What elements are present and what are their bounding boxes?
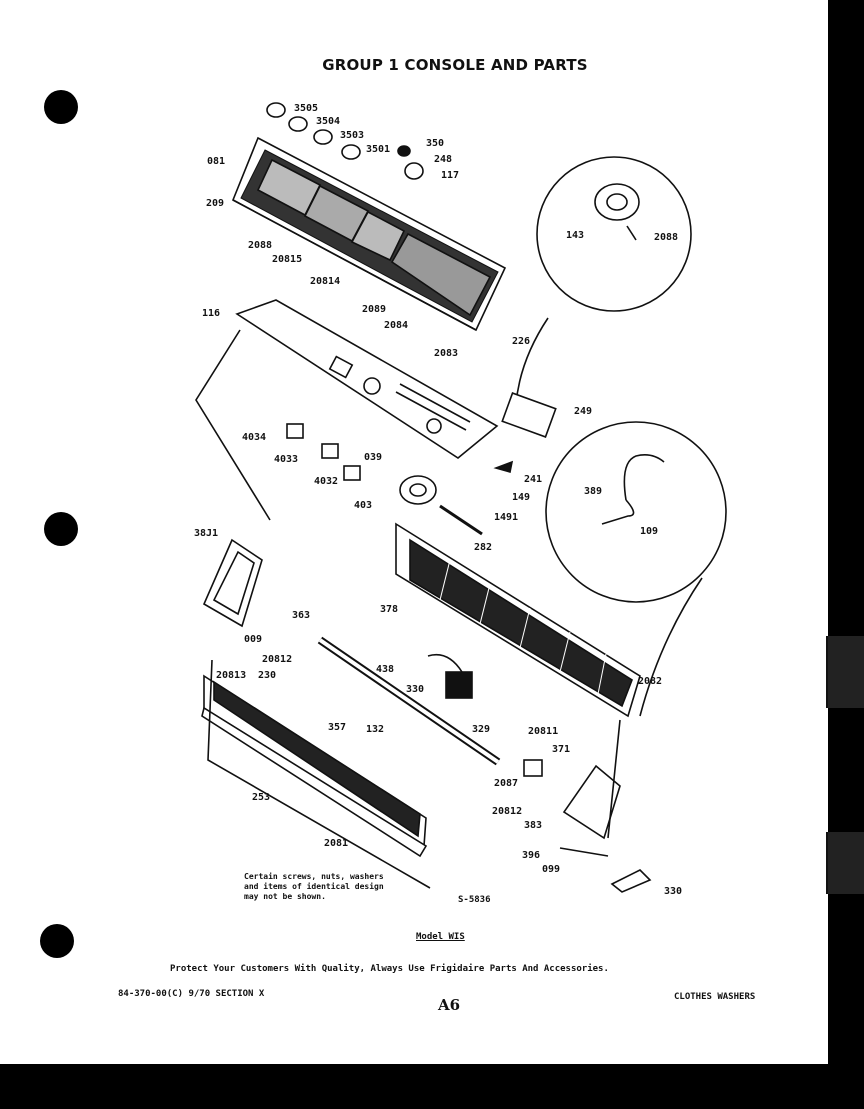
label-117: 117 [441, 170, 460, 181]
label-2082: 2082 [638, 676, 663, 687]
label-403: 403 [354, 500, 373, 511]
label-253: 253 [252, 792, 271, 803]
label-20813: 20813 [216, 670, 247, 681]
note-line: and items of identical design [244, 882, 384, 891]
label-109: 109 [640, 526, 659, 537]
label-2081: 2081 [324, 838, 349, 849]
note-line: Certain screws, nuts, washers [244, 872, 384, 881]
label-282: 282 [474, 542, 493, 553]
back-panel [237, 300, 497, 458]
label-209: 209 [206, 198, 225, 209]
label-3504: 3504 [316, 116, 341, 127]
label-241: 241 [524, 474, 543, 485]
base-rail [202, 676, 426, 856]
label-249: 249 [574, 406, 593, 417]
label-20812-left: 20812 [262, 654, 293, 665]
footer-left: 84-370-00(C) 9/70 SECTION X [118, 989, 265, 999]
label-20811: 20811 [528, 726, 559, 737]
label-330-bottom: 330 [664, 886, 683, 897]
tagline: Protect Your Customers With Quality, Always Use Frigidaire Parts And Accessories. [170, 964, 609, 974]
label-2083: 2083 [434, 348, 459, 359]
label-230: 230 [258, 670, 277, 681]
label-099: 099 [542, 864, 561, 875]
label-350: 350 [426, 138, 445, 149]
label-20815: 20815 [272, 254, 303, 265]
label-132: 132 [366, 724, 385, 735]
label-226: 226 [512, 336, 531, 347]
label-330-block: 330 [406, 684, 425, 695]
label-363: 363 [292, 610, 311, 621]
note-line: may not be shown. [244, 892, 326, 901]
label-389: 389 [584, 486, 603, 497]
label-009: 009 [244, 634, 263, 645]
label-438: 438 [376, 664, 395, 675]
label-383: 383 [524, 820, 543, 831]
label-081: 081 [207, 156, 226, 167]
page-title: GROUP 1 CONSOLE AND PARTS [322, 56, 588, 74]
label-2088-inset: 2088 [654, 232, 679, 243]
label-248: 248 [434, 154, 453, 165]
label-329: 329 [472, 724, 491, 735]
label-38J1: 38J1 [194, 528, 219, 539]
label-357: 357 [328, 722, 347, 733]
label-3501: 3501 [366, 144, 391, 155]
label-4034: 4034 [242, 432, 267, 443]
figure-code: S-5836 [458, 895, 491, 905]
model-caption: Model WIS [416, 932, 465, 942]
label-4032: 4032 [314, 476, 339, 487]
page-number: A6 [438, 996, 461, 1014]
label-3505: 3505 [294, 103, 319, 114]
label-116: 116 [202, 308, 221, 319]
label-2088: 2088 [248, 240, 273, 251]
label-20814: 20814 [310, 276, 341, 287]
label-396: 396 [522, 850, 541, 861]
label-2084: 2084 [384, 320, 409, 331]
label-4033: 4033 [274, 454, 299, 465]
label-2087: 2087 [494, 778, 519, 789]
label-149: 149 [512, 492, 531, 503]
label-371: 371 [552, 744, 571, 755]
harness-inset-circle [546, 422, 726, 602]
diagram-note [244, 872, 384, 902]
label-378: 378 [380, 604, 399, 615]
label-3503: 3503 [340, 130, 365, 141]
label-2089: 2089 [362, 304, 387, 315]
label-1491: 1491 [494, 512, 519, 523]
footer-right: CLOTHES WASHERS [674, 992, 756, 1002]
front-grille-panel [396, 524, 640, 716]
label-039: 039 [364, 452, 383, 463]
label-143: 143 [566, 230, 585, 241]
label-20812-right: 20812 [492, 806, 523, 817]
